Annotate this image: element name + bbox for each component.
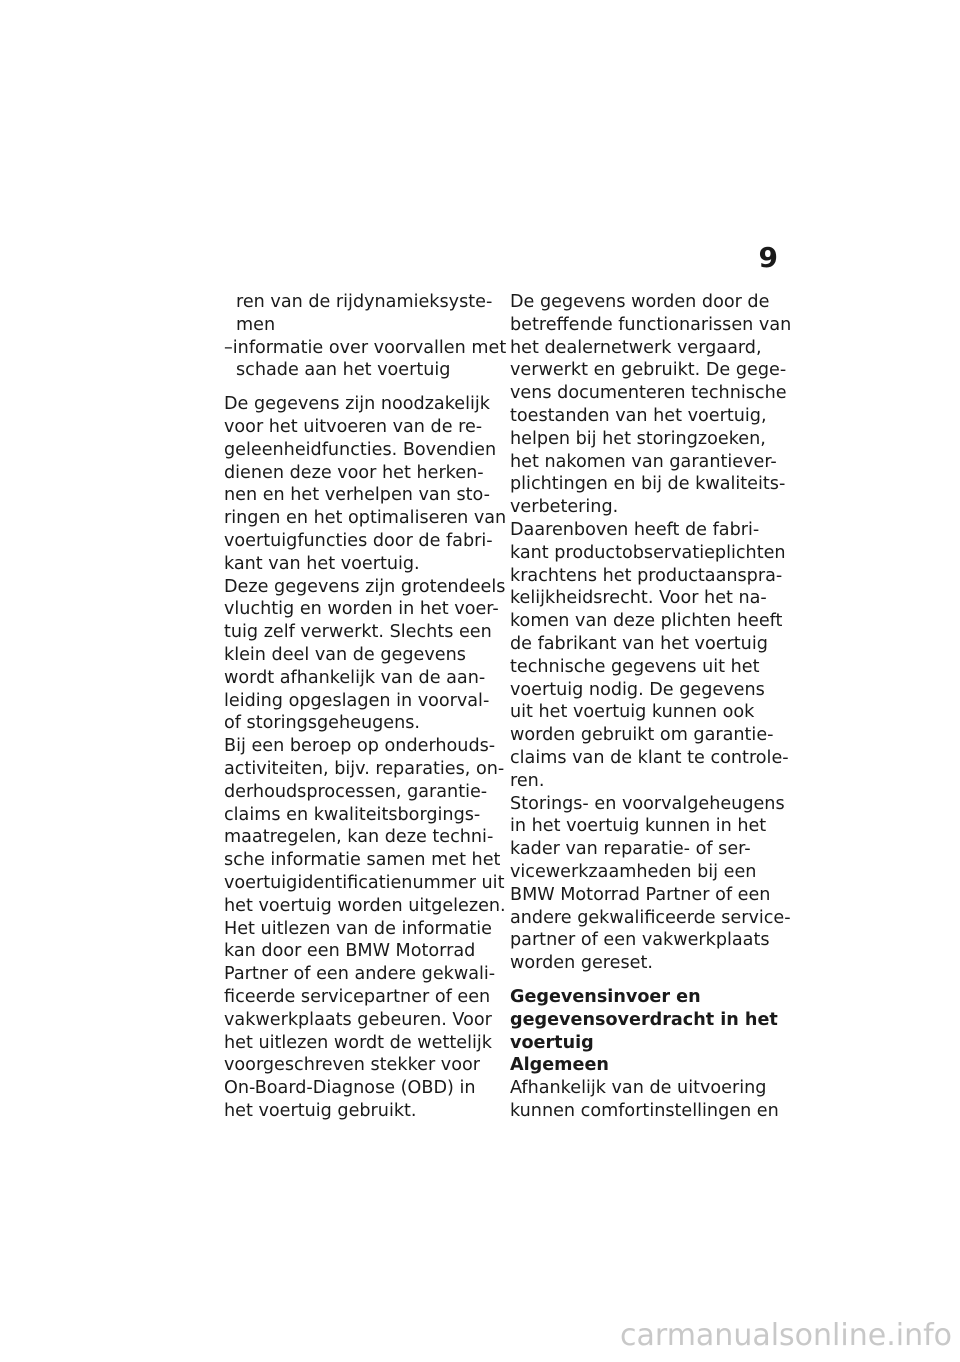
text-line: men: [236, 314, 276, 335]
text-line: worden gebruikt om garantie-: [510, 725, 774, 746]
text-line: Storings- en voorvalgeheugens: [510, 793, 785, 814]
text-line: maatregelen, kan deze techni-: [224, 827, 494, 848]
paragraph: [510, 1077, 782, 1123]
text-line: vicewerkzaamheden bij een: [510, 861, 757, 882]
paragraph: [224, 918, 494, 1123]
right-column: [510, 291, 792, 1123]
text-line: Het uitlezen van de informatie: [224, 918, 492, 939]
text-line: geleenheidfuncties. Bovendien: [224, 439, 497, 460]
text-line: informatie over voorvallen met: [232, 337, 507, 358]
text-line: De gegevens worden door de: [510, 292, 770, 312]
text-line: leiding opgeslagen in voorval-: [224, 690, 490, 711]
text-line: verwerkt en gebruikt. De gege-: [510, 360, 787, 381]
text-line: tuig zelf verwerkt. Slechts een: [224, 622, 492, 643]
text-line: betreffende functionarissen van: [510, 314, 792, 335]
text-line: kant van het voertuig.: [224, 553, 420, 574]
text-line: het dealernetwerk vergaard,: [510, 337, 762, 358]
text-line: worden gereset.: [510, 953, 653, 974]
list-continuation: [224, 291, 494, 337]
paragraph: [510, 519, 789, 793]
text-line: in het voertuig kunnen in het: [510, 816, 767, 837]
text-line: kelijkheidsrecht. Voor het na-: [510, 588, 767, 609]
text-line: het voertuig worden uitgelezen.: [224, 895, 506, 916]
text-line: klein deel van de gegevens: [224, 644, 466, 665]
text-line: claims en kwaliteitsborgings-: [224, 804, 481, 825]
text-line: uit het voertuig kunnen ook: [510, 702, 755, 723]
text-line: BMW Motorrad Partner of een: [510, 884, 771, 905]
section-heading: [510, 986, 782, 1054]
text-line: voertuigfuncties door de fabri-: [224, 530, 493, 551]
text-line: ringen en het optimaliseren van: [224, 508, 507, 529]
text-line: vakwerkplaats gebeuren. Voor: [224, 1009, 492, 1030]
dash-bullet: –: [224, 337, 233, 358]
page-number: 9: [758, 241, 778, 274]
text-line: activiteiten, bijv. reparaties, on-: [224, 758, 505, 779]
text-line: Deze gegevens zijn grotendeels: [224, 576, 506, 597]
subheading: [510, 1054, 782, 1077]
heading-line: Gegevensinvoer en: [510, 986, 701, 1007]
paragraph: [510, 291, 792, 519]
paragraph: [224, 735, 506, 917]
text-line: komen van deze plichten heeft: [510, 611, 783, 632]
text-line: technische gegevens uit het: [510, 656, 760, 677]
text-line: kan door een BMW Motorrad: [224, 941, 476, 962]
text-line: ren van de rijdynamieksyste-: [236, 292, 493, 312]
text-line: ren.: [510, 770, 545, 791]
text-line: kunnen comfortinstellingen en: [510, 1100, 779, 1121]
text-line: het voertuig gebruikt.: [224, 1100, 417, 1121]
paragraph: [224, 393, 507, 575]
text-line: Afhankelijk van de uitvoering: [510, 1078, 767, 1099]
text-line: andere gekwalificeerde service-: [510, 907, 791, 928]
text-line: derhoudsprocessen, garantie-: [224, 781, 488, 802]
text-line: vens documenteren technische: [510, 383, 787, 404]
text-line: On-Board-Diagnose (OBD) in: [224, 1078, 476, 1099]
text-line: nen en het verhelpen van sto-: [224, 485, 490, 506]
text-line: het nakomen van garantiever-: [510, 451, 777, 472]
text-line: voorgeschreven stekker voor: [224, 1055, 480, 1076]
text-line: claims van de klant te controle-: [510, 747, 789, 768]
text-line: Partner of een andere gekwali-: [224, 964, 496, 985]
text-line: Bij een beroep op onderhouds-: [224, 736, 496, 757]
text-line: Daarenboven heeft de fabri-: [510, 519, 760, 540]
text-line: krachtens het productaanspra-: [510, 565, 783, 586]
text-line: De gegevens zijn noodzakelijk: [224, 394, 490, 415]
paragraph: [510, 793, 791, 975]
text-line: vluchtig en worden in het voer-: [224, 599, 499, 620]
heading-line: gegevensoverdracht in het: [510, 1009, 778, 1030]
paragraph: [224, 576, 506, 736]
text-line: schade aan het voertuig: [236, 360, 451, 381]
text-line: voertuig nodig. De gegevens: [510, 679, 765, 700]
text-line: voertuigidentificatienummer uit: [224, 872, 505, 893]
text-line: toestanden van het voertuig,: [510, 405, 767, 426]
text-line: de fabrikant van het voertuig: [510, 633, 768, 654]
list-item: [224, 337, 507, 383]
text-line: of storingsgeheugens.: [224, 713, 421, 734]
text-line: kant productobservatieplichten: [510, 542, 786, 563]
text-line: dienen deze voor het herken-: [224, 462, 484, 483]
text-line: sche informatie samen met het: [224, 850, 501, 871]
text-line: kader van reparatie- of ser-: [510, 839, 751, 860]
text-line: wordt afhankelijk van de aan-: [224, 667, 486, 688]
text-line: verbetering.: [510, 497, 619, 518]
text-line: helpen bij het storingzoeken,: [510, 428, 766, 449]
heading-line: voertuig: [510, 1032, 594, 1053]
subheading-line: Algemeen: [510, 1055, 609, 1076]
text-line: het uitlezen wordt de wettelijk: [224, 1032, 492, 1053]
text-line: plichtingen en bij de kwaliteits-: [510, 474, 786, 495]
watermark: carmanualsonline.info: [620, 1318, 952, 1353]
text-line: partner of een vakwerkplaats: [510, 930, 770, 951]
text-line: voor het uitvoeren van de re-: [224, 416, 483, 437]
text-line: ficeerde servicepartner of een: [224, 986, 491, 1007]
left-column: [224, 291, 507, 1123]
